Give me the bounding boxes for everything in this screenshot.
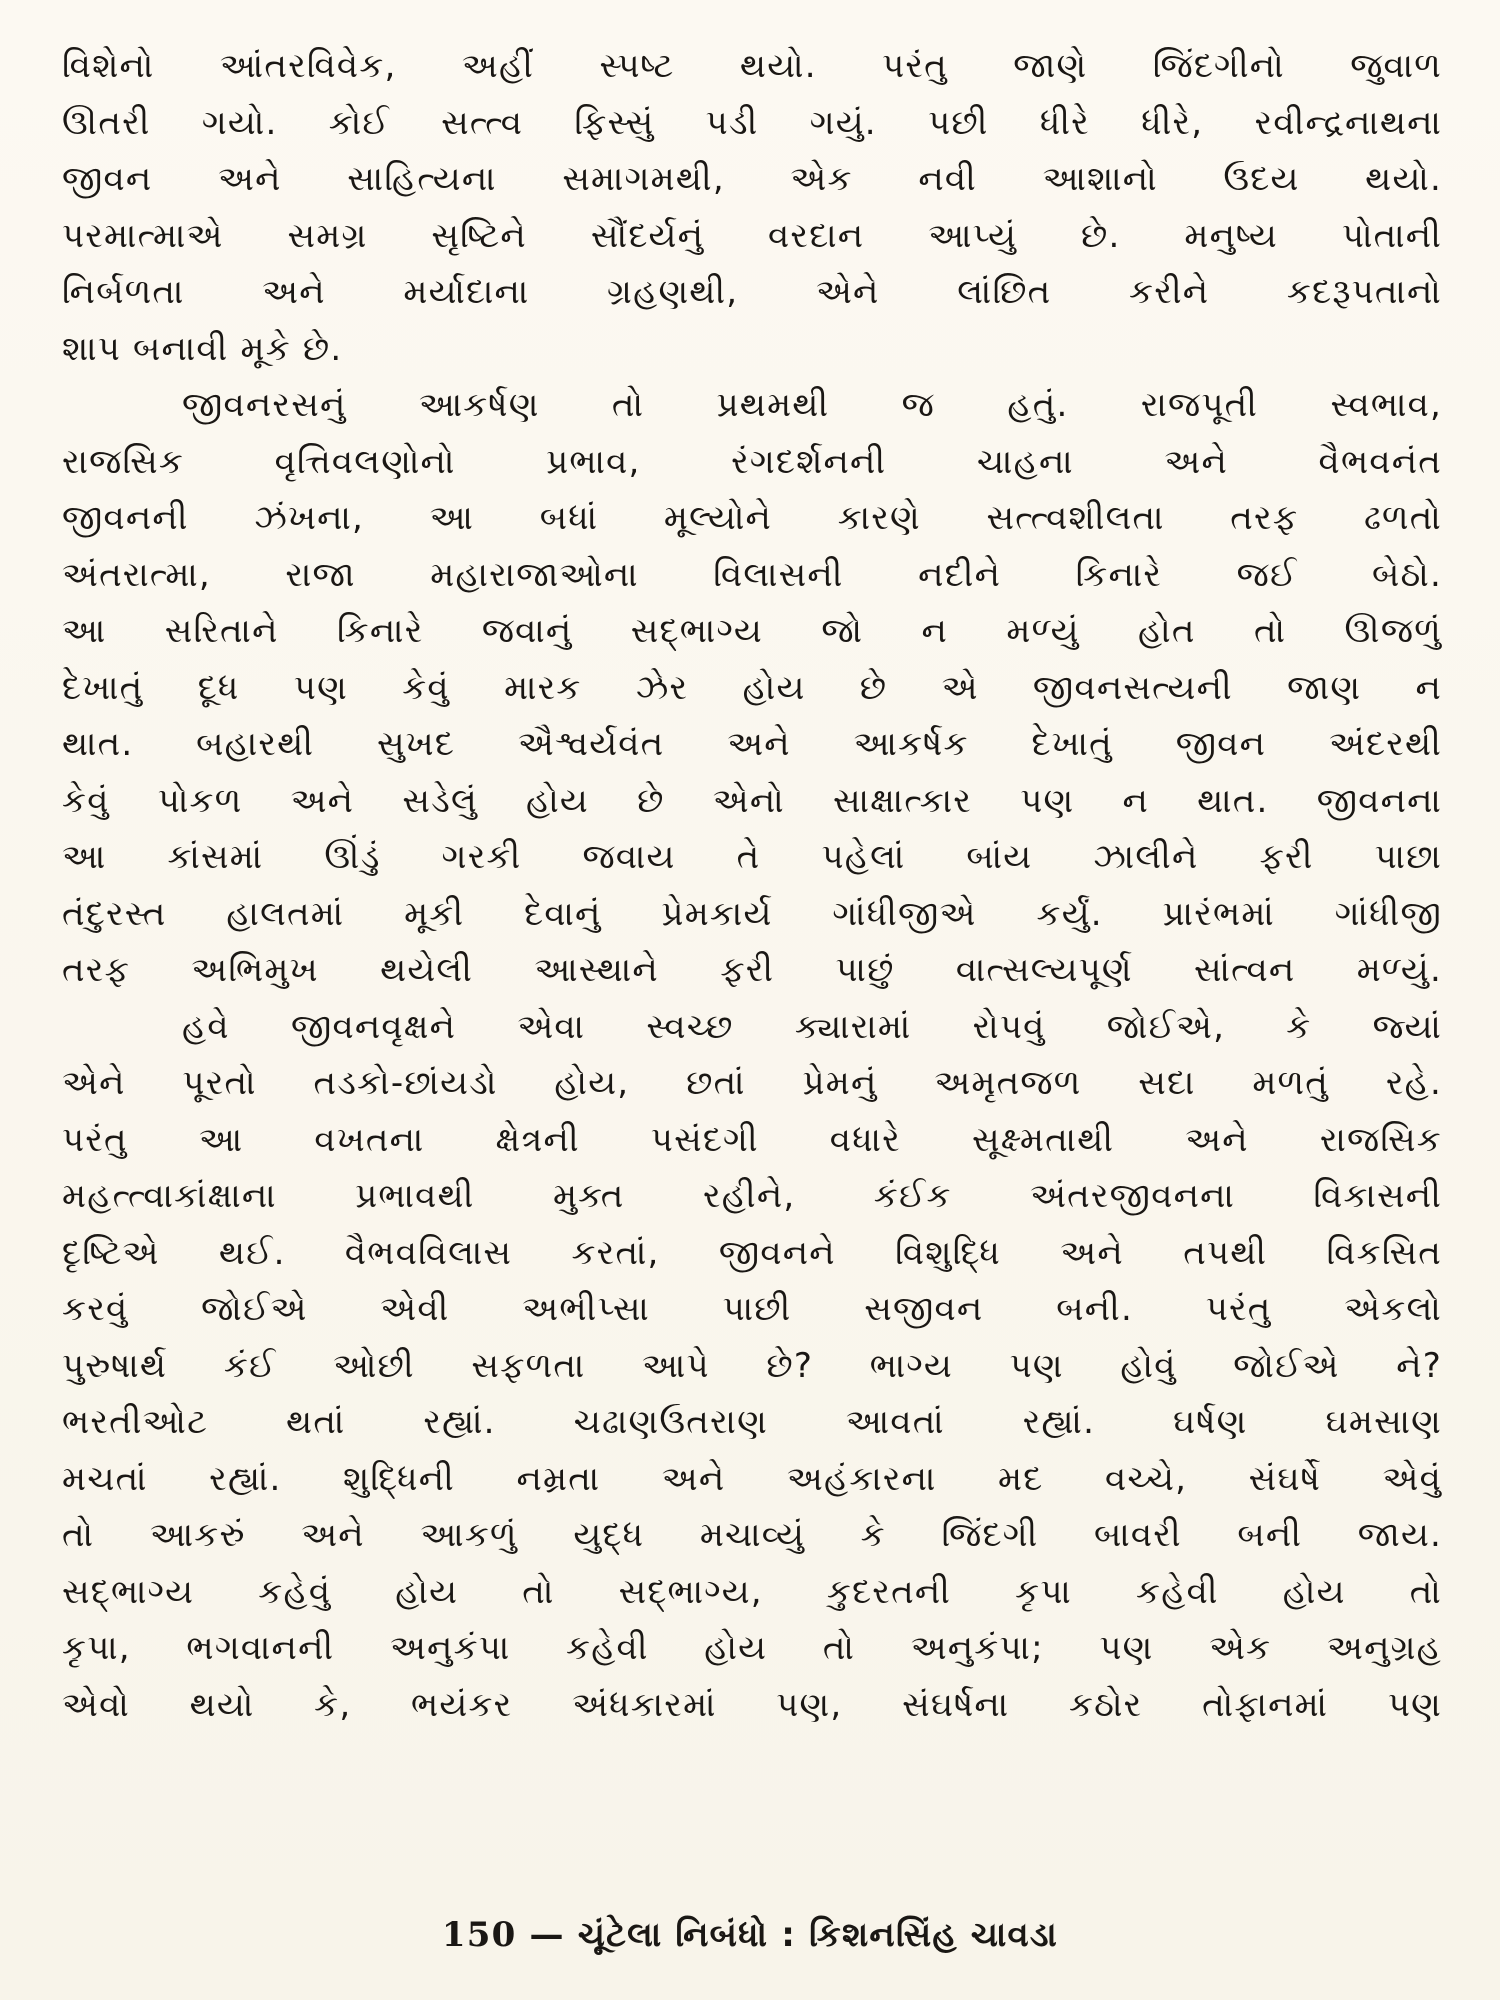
text-line: ભરતીઓટ થતાં રહ્યાં. ચઢાણઉતરાણ આવતાં રહ્યાં. ઘર્ષણ ઘમસાણ (62, 1402, 1442, 1442)
text-line: મચતાં રહ્યાં. શુદ્ધિની નમ્રતા અને અહંકારના મદ વચ્ચે, સંઘર્ષે એવું (62, 1458, 1442, 1499)
paragraph-start-line: જીવનરસનું આકર્ષણ તો પ્રથમથી જ હતું. રાજપૂતી સ્વભાવ, (182, 385, 1442, 425)
text-line: દેખાતું દૂધ પણ કેવું મારક ઝેર હોય છે એ જીવનસત્યની જાણ ન (62, 667, 1442, 708)
text-line: તરફ અભિમુખ થયેલી આસ્થાને ફરી પાછું વાત્સલ્યપૂર્ણ સાંત્વન મળ્યું. (62, 950, 1442, 990)
text-line: સદ્ભાગ્ય કહેવું હોય તો સદ્ભાગ્ય, કુદરતની કૃપા કહેવી હોય તો (62, 1571, 1442, 1612)
body-text (62, 38, 1442, 1733)
text-line: પરમાત્માએ સમગ્ર સૃષ્ટિને સૌંદર્યનું વરદાન આપ્યું છે. મનુષ્ય પોતાની (62, 215, 1442, 256)
text-line: અંતરાત્મા, રાજા મહારાજાઓના વિલાસની નદીને કિનારે જઈ બેઠો. (62, 554, 1442, 595)
text-line: કૃપા, ભગવાનની અનુકંપા કહેવી હોય તો અનુકંપા; પણ એક અનુગ્રહ (62, 1628, 1442, 1668)
text-line: પરંતુ આ વખતના ક્ષેત્રની પસંદગી વધારે સૂક્ષ્મતાથી અને રાજસિક (62, 1119, 1442, 1160)
text-line: રાજસિક વૃત્તિવલણોનો પ્રભાવ, રંગદર્શનની ચાહના અને વૈભવનંત (62, 441, 1442, 482)
text-line: મહત્ત્વાકાંક્ષાના પ્રભાવથી મુક્ત રહીને, કંઈક અંતરજીવનના વિકાસની (62, 1176, 1442, 1216)
text-line: એવો થયો કે, ભયંકર અંધકારમાં પણ, સંઘર્ષના કઠોર તોફાનમાં પણ (62, 1684, 1442, 1725)
page-number: 150 (441, 1915, 517, 1955)
text-line: આ સરિતાને કિનારે જવાનું સદ્ભાગ્ય જો ન મળ્યું હોત તો ઊજળું (62, 611, 1442, 651)
text-line: જીવનની ઝંખના, આ બધાં મૂલ્યોને કારણે સત્ત્વશીલતા તરફ ઢળતો (62, 498, 1442, 538)
text-line: શાપ બનાવી મૂકે છે. (62, 328, 343, 369)
footer-colon: : (768, 1915, 810, 1955)
text-line: ઊતરી ગયો. કોઈ સત્ત્વ ફિસ્સું પડી ગયું. પછી ધીરે ધીરે, રવીન્દ્રનાથના (62, 102, 1442, 143)
book-title: ચૂંટેલા નિબંધો (577, 1915, 769, 1955)
text-line: આ કાંસમાં ઊંડું ગરકી જવાય તે પહેલાં બાંય ઝાલીને ફરી પાછા (62, 837, 1442, 877)
page-footer (0, 1915, 1500, 1955)
text-line: થાત. બહારથી સુખદ ઐશ્વર્યવંત અને આકર્ષક દેખાતું જીવન અંદરથી (62, 724, 1442, 764)
text-line: પુરુષાર્થ કંઈ ઓછી સફળતા આપે છે? ભાગ્ય પણ હોવું જોઈએ ને? (62, 1345, 1442, 1386)
footer-separator: — (516, 1915, 578, 1955)
paragraph-start-line: હવે જીવનવૃક્ષને એવા સ્વચ્છ ક્યારામાં રોપવું જોઈએ, કે જ્યાં (182, 1006, 1442, 1047)
text-line: દૃષ્ટિએ થઈ. વૈભવવિલાસ કરતાં, જીવનને વિશુદ્ધિ અને તપથી વિકસિત (62, 1232, 1442, 1273)
text-line: જીવન અને સાહિત્યના સમાગમથી, એક નવી આશાનો ઉદય થયો. (62, 159, 1442, 199)
text-line: વિશેનો આંતરવિવેક, અહીં સ્પષ્ટ થયો. પરંતુ જાણે જિંદગીનો જુવાળ (62, 46, 1442, 86)
text-line: કરવું જોઈએ એવી અભીપ્સા પાછી સજીવન બની. પરંતુ એકલો (62, 1289, 1442, 1329)
text-line: નિર્બળતા અને મર્યાદાના ગ્રહણથી, એને લાંછિત કરીને કદરૂપતાનો (62, 272, 1442, 312)
text-line: કેવું પોકળ અને સડેલું હોય છે એનો સાક્ષાત્કાર પણ ન થાત. જીવનના (62, 780, 1442, 821)
author-name: કિશનસિંહ ચાવડા (809, 1915, 1059, 1955)
text-line: એને પૂરતો તડકો-છાંયડો હોય, છતાં પ્રેમનું અમૃતજળ સદા મળતું રહે. (62, 1063, 1442, 1103)
text-line: તો આકરું અને આકળું યુદ્ધ મચાવ્યું કે જિંદગી બાવરી બની જાય. (62, 1515, 1442, 1555)
text-line: તંદુરસ્ત હાલતમાં મૂકી દેવાનું પ્રેમકાર્ય ગાંધીજીએ કર્યું. પ્રારંભમાં ગાંધીજી (62, 893, 1442, 934)
